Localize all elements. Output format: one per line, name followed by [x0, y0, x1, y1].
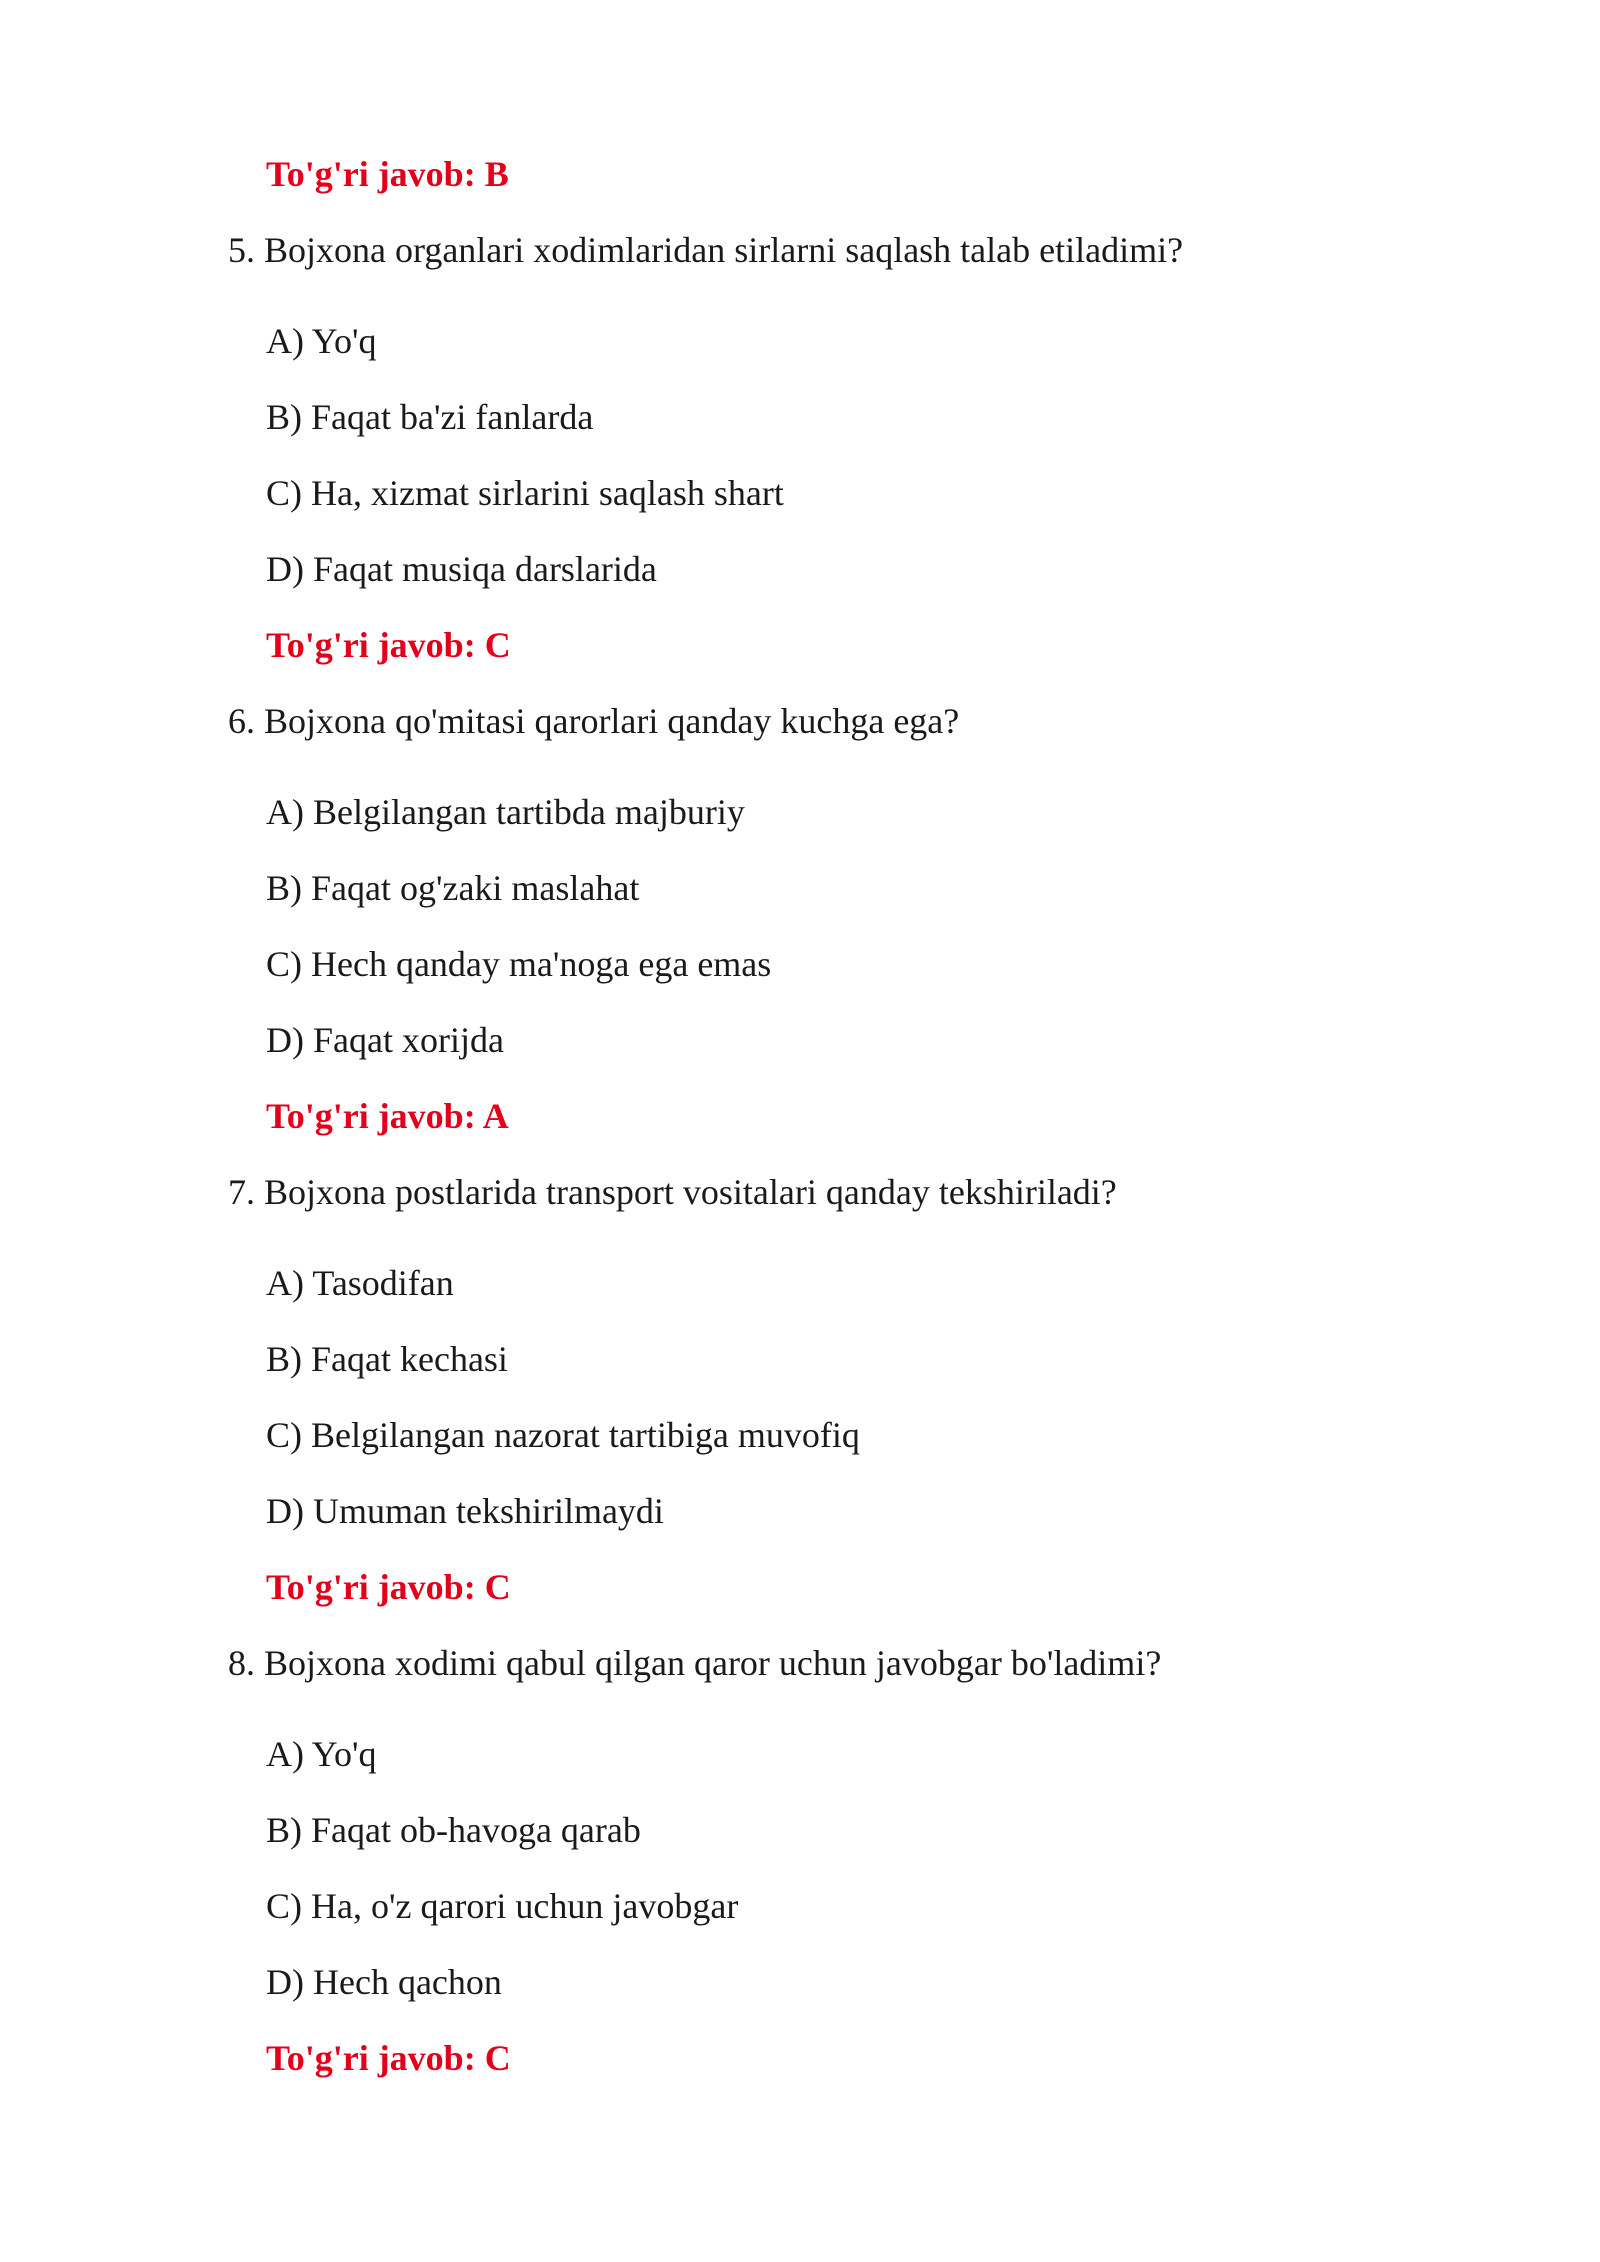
- question-8: 8. Bojxona xodimi qabul qilgan qaror uchun javobgar bo'ladimi?: [228, 1643, 1162, 1683]
- question-5-answer: To'g'ri javob: C: [266, 625, 511, 665]
- question-5-option-c: C) Ha, xizmat sirlarini saqlash shart: [266, 473, 784, 513]
- question-7: 7. Bojxona postlarida transport vositalari qanday tekshiriladi?: [228, 1172, 1117, 1212]
- question-8-answer: To'g'ri javob: C: [266, 2038, 511, 2078]
- question-6-option-a: A) Belgilangan tartibda majburiy: [266, 792, 745, 832]
- question-6-option-c: C) Hech qanday ma'noga ega emas: [266, 944, 772, 984]
- question-7-option-c: C) Belgilangan nazorat tartibiga muvofiq: [266, 1415, 860, 1455]
- correct-answer-previous: To'g'ri javob: B: [266, 154, 509, 194]
- question-8-option-b: B) Faqat ob-havoga qarab: [266, 1810, 641, 1850]
- question-8-option-d: D) Hech qachon: [266, 1962, 502, 2002]
- question-6-option-d: D) Faqat xorijda: [266, 1020, 504, 1060]
- question-6: 6. Bojxona qo'mitasi qarorlari qanday kuchga ega?: [228, 701, 960, 741]
- question-7-answer: To'g'ri javob: C: [266, 1567, 511, 1607]
- question-5-option-b: B) Faqat ba'zi fanlarda: [266, 397, 594, 437]
- question-8-option-c: C) Ha, o'z qarori uchun javobgar: [266, 1886, 739, 1926]
- question-7-option-d: D) Umuman tekshirilmaydi: [266, 1491, 664, 1531]
- question-7-option-b: B) Faqat kechasi: [266, 1339, 508, 1379]
- question-7-option-a: A) Tasodifan: [266, 1263, 454, 1303]
- question-5-option-d: D) Faqat musiqa darslarida: [266, 549, 657, 589]
- question-6-answer: To'g'ri javob: A: [266, 1096, 509, 1136]
- question-5-option-a: A) Yo'q: [266, 321, 377, 361]
- question-6-option-b: B) Faqat og'zaki maslahat: [266, 868, 640, 908]
- question-5: 5. Bojxona organlari xodimlaridan sirlarni saqlash talab etiladimi?: [228, 230, 1184, 270]
- question-8-option-a: A) Yo'q: [266, 1734, 377, 1774]
